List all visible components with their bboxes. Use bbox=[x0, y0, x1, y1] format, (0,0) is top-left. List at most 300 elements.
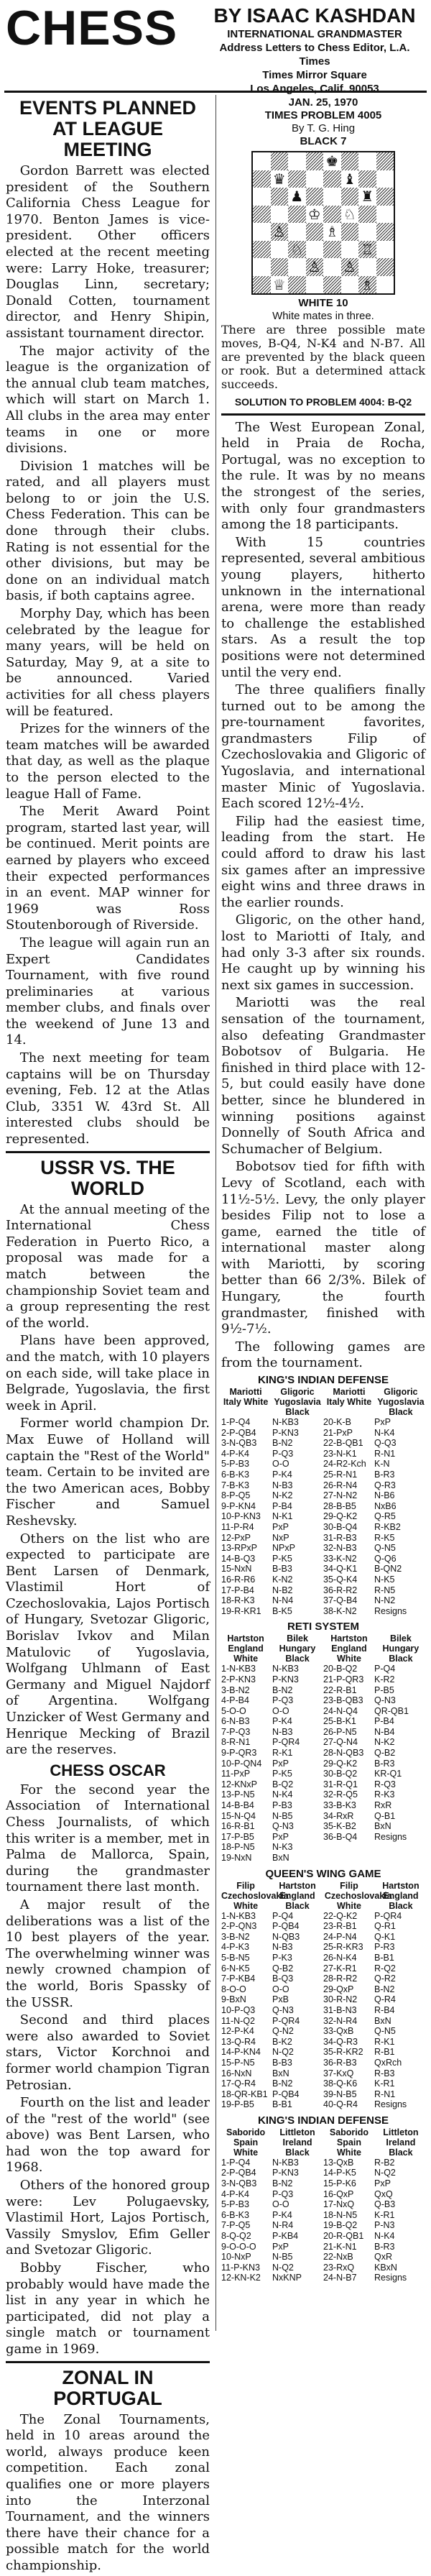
move-cell: P-KN3 bbox=[272, 2168, 299, 2178]
move-cell: P-N3 bbox=[374, 2220, 395, 2231]
player-heading: Mariotti Italy White bbox=[223, 1387, 269, 1408]
move-row bbox=[221, 1685, 425, 1696]
move-cell: 21-P-QR3 bbox=[323, 1674, 364, 1685]
move-cell: 31-R-Q1 bbox=[323, 1779, 358, 1789]
move-cell: Q-N5 bbox=[374, 2026, 396, 2037]
move-cell: 11-PxP bbox=[221, 1769, 251, 1779]
paragraph: The following games are from the tournament. bbox=[221, 1339, 425, 1371]
move-cell: P-Q4 bbox=[272, 1910, 294, 1921]
player-heading: Hartston England White bbox=[330, 1633, 368, 1664]
move-cell: 3-N-QB3 bbox=[221, 1438, 257, 1449]
move-cell: 18-N-N5 bbox=[323, 2209, 358, 2220]
move-cell: 13-QxB bbox=[323, 2157, 354, 2168]
move-row bbox=[221, 1533, 425, 1544]
move-cell: 20-R-QB1 bbox=[323, 2231, 364, 2242]
move-cell: 27-K-R1 bbox=[323, 1963, 357, 1974]
move-cell: 6-B-K3 bbox=[221, 2209, 249, 2220]
move-row bbox=[221, 1737, 425, 1748]
move-cell: 1-P-Q4 bbox=[221, 2157, 251, 2168]
move-cell: 23-R-B1 bbox=[323, 1921, 357, 1932]
article-zonal bbox=[6, 2412, 210, 2575]
move-cell: 8-O-O bbox=[221, 1984, 246, 1994]
move-cell: P-K4 bbox=[272, 2209, 292, 2220]
move-cell: 21-K-N1 bbox=[323, 2241, 357, 2252]
move-cell: 5-P-B3 bbox=[221, 1459, 249, 1470]
paragraph: Plans have been approved, and the match, with 10 players on each side, will take place in Belgrade, Yugoslavia, the first week in April. bbox=[6, 1333, 210, 1413]
move-cell: 10-P-Q3 bbox=[221, 2004, 256, 2015]
move-cell: 17-P-B5 bbox=[221, 1831, 254, 1842]
move-cell: BxN bbox=[272, 2068, 289, 2078]
move-cell bbox=[374, 1842, 425, 1853]
paragraph: The next meeting for team captains will be on Thursday evening, Feb. 12 at the Atlas Club, 3351 W. 43rd St. All interested clubs should be represented. bbox=[6, 1050, 210, 1147]
board-square bbox=[306, 241, 324, 259]
move-cell: Resigns bbox=[374, 2273, 407, 2283]
move-cell: 35-R-KR2 bbox=[323, 2047, 363, 2058]
move-cell: 15-P-K6 bbox=[323, 2178, 356, 2189]
move-cell: B-R3 bbox=[374, 2241, 395, 2252]
move-cell: 15-NxN bbox=[221, 1564, 252, 1575]
board-square bbox=[253, 276, 271, 294]
move-cell: 21-PxP bbox=[323, 1427, 353, 1438]
move-row bbox=[221, 2189, 425, 2200]
move-row bbox=[221, 2058, 425, 2068]
move-cell: 29-QxP bbox=[323, 1984, 354, 1994]
player-heading: Bilek Hungary Black bbox=[279, 1633, 316, 1664]
move-cell: 16-NxN bbox=[221, 2068, 252, 2078]
move-cell: N-KB3 bbox=[272, 2157, 299, 2168]
board-square: ♙ bbox=[341, 258, 359, 276]
board-square bbox=[271, 241, 289, 259]
move-cell: P-K3 bbox=[272, 1952, 292, 1963]
board-square bbox=[253, 241, 271, 259]
board-square: ♜ bbox=[361, 188, 374, 206]
move-row bbox=[221, 1595, 425, 1606]
move-row bbox=[221, 2037, 425, 2048]
board-square bbox=[376, 276, 394, 294]
move-cell: Q-B3 bbox=[374, 2199, 396, 2210]
board-square: ♗ bbox=[358, 276, 376, 294]
board-square: ♚ bbox=[325, 152, 339, 170]
move-cell: N-Q2 bbox=[272, 2262, 294, 2273]
move-cell: 39-N-B5 bbox=[323, 2089, 357, 2099]
move-cell: 19-R-KR1 bbox=[221, 1605, 261, 1616]
move-cell: N-K1 bbox=[272, 1511, 293, 1522]
move-cell: 32-N-B3 bbox=[323, 1543, 357, 1554]
move-cell: 11-P-KN3 bbox=[221, 2262, 260, 2273]
move-cell: 23-N-K1 bbox=[323, 1448, 357, 1459]
move-cell: 17-Q-R4 bbox=[221, 2078, 256, 2089]
move-row bbox=[221, 1921, 425, 1932]
move-cell: 30-R-N2 bbox=[323, 1994, 358, 2005]
move-row bbox=[221, 1664, 425, 1674]
move-cell: P-QB4 bbox=[272, 1921, 300, 1932]
move-cell: P-K5 bbox=[272, 1769, 292, 1779]
move-cell: B-N2 bbox=[374, 1984, 395, 1994]
move-cell: R-B2 bbox=[374, 2157, 395, 2168]
move-row bbox=[221, 1932, 425, 1943]
move-cell: R-Q3 bbox=[374, 1779, 396, 1789]
move-row bbox=[221, 2068, 425, 2079]
move-cell: N-QB3 bbox=[272, 1931, 300, 1942]
move-cell: 7-P-Q5 bbox=[221, 2220, 251, 2231]
move-row bbox=[221, 1585, 425, 1596]
move-cell: 6-N-K5 bbox=[221, 1963, 250, 1974]
move-cell: 13-P-N5 bbox=[221, 1789, 255, 1800]
move-row bbox=[221, 1800, 425, 1811]
move-cell: BxN bbox=[374, 2015, 391, 2026]
move-cell: QxQ bbox=[374, 2188, 393, 2199]
move-cell: 14-P-K5 bbox=[323, 2168, 356, 2178]
move-cell: Q-R5 bbox=[374, 1511, 396, 1522]
move-row bbox=[221, 1606, 425, 1617]
game-header bbox=[221, 2127, 425, 2158]
board-square bbox=[253, 152, 271, 170]
move-cell: 37-Q-B4 bbox=[323, 1595, 358, 1606]
move-cell: K-R1 bbox=[374, 2209, 395, 2220]
move-cell: 20-B-Q2 bbox=[323, 1664, 358, 1674]
move-cell: 34-Q-R3 bbox=[323, 2036, 358, 2047]
board-square: ♗ bbox=[325, 223, 339, 241]
move-cell: KBxN bbox=[374, 2262, 397, 2273]
move-cell: 9-P-QR3 bbox=[221, 1748, 257, 1759]
article-oscar bbox=[6, 1782, 210, 2358]
move-cell: 25-R-N1 bbox=[323, 1470, 358, 1480]
move-cell: PxP bbox=[272, 1521, 289, 1532]
move-cell: Q-Q6 bbox=[374, 1553, 397, 1564]
move-row bbox=[221, 1789, 425, 1800]
board-square bbox=[341, 223, 359, 241]
move-cell: Q-R4 bbox=[374, 1994, 396, 2005]
move-cell: N-K3 bbox=[272, 1842, 293, 1853]
move-cell: N-K4 bbox=[374, 1427, 395, 1438]
move-row bbox=[221, 2231, 425, 2242]
move-cell: P-Q3 bbox=[272, 1448, 294, 1459]
move-cell: 25-B-K1 bbox=[323, 1716, 356, 1727]
board-square bbox=[288, 206, 306, 224]
move-row bbox=[221, 2005, 425, 2016]
move-row bbox=[221, 1748, 425, 1759]
move-cell: 19-P-B5 bbox=[221, 2099, 254, 2110]
player-heading: Filip Czechoslovakia White bbox=[221, 1880, 289, 1911]
move-cell: P-R3 bbox=[374, 1942, 395, 1953]
move-cell: R-N1 bbox=[374, 1448, 396, 1459]
move-row bbox=[221, 1811, 425, 1822]
board-square: ♔ bbox=[307, 205, 321, 223]
move-cell: Q-N3 bbox=[272, 1821, 294, 1832]
board-square bbox=[376, 241, 394, 259]
player-heading: Saborido Spain White bbox=[329, 2127, 369, 2158]
move-cell: R-B1 bbox=[374, 2047, 395, 2058]
move-cell: NxP bbox=[272, 1532, 289, 1543]
move-cell: 8-R-N1 bbox=[221, 1737, 251, 1748]
move-row bbox=[221, 1554, 425, 1564]
move-row bbox=[221, 2099, 425, 2110]
move-cell: 18-R-K3 bbox=[221, 1595, 255, 1606]
player-heading: Littleton Ireland Black bbox=[279, 2127, 315, 2158]
move-cell: 33-B-K3 bbox=[323, 1800, 356, 1811]
move-cell: 6-N-B3 bbox=[221, 1716, 250, 1727]
move-cell: 12-KNxP bbox=[221, 1779, 258, 1789]
move-cell: PxP bbox=[374, 1417, 391, 1428]
move-cell: 4-P-K4 bbox=[221, 1448, 249, 1459]
move-cell: P-Q3 bbox=[272, 2188, 294, 2199]
move-cell: 33-QxB bbox=[323, 2026, 354, 2037]
board-square bbox=[306, 188, 324, 206]
move-cell: 23-B-QB3 bbox=[323, 1695, 363, 1706]
board-square bbox=[253, 188, 271, 206]
move-row bbox=[221, 1564, 425, 1575]
section-rule bbox=[6, 2361, 210, 2363]
move-cell: 18-QR-KB1 bbox=[221, 2089, 268, 2099]
move-cell: K-N bbox=[374, 1459, 390, 1470]
move-row bbox=[221, 2168, 425, 2178]
paragraph: Others of the honored group were: Lev Polugaevsky, Vlastimil Hort, Lajos Portisch, Vassily Smyslov, Efim Geller and Svetozar Gligoric. bbox=[6, 2178, 210, 2258]
paragraph: The league will again run an Expert Candidates Tournament, with five round preliminaries at various member clubs, and finals over the weekend of June 13 and 14. bbox=[6, 935, 210, 1048]
board-square bbox=[271, 206, 289, 224]
move-cell: 2-P-QN3 bbox=[221, 1921, 257, 1932]
move-cell: BxN bbox=[374, 1821, 391, 1832]
move-cell: 12-PxP bbox=[221, 1532, 251, 1543]
board-square bbox=[341, 276, 359, 294]
address-line-2: Times Mirror Square bbox=[262, 69, 367, 81]
move-cell: 16-QxP bbox=[323, 2188, 354, 2199]
move-row bbox=[221, 1522, 425, 1533]
move-cell: 24-R2-Kch bbox=[323, 1459, 366, 1470]
move-cell: O-O bbox=[272, 1984, 289, 1994]
move-row bbox=[221, 1706, 425, 1717]
move-cell: P-Q3 bbox=[272, 1695, 294, 1706]
move-cell: NxB6 bbox=[374, 1500, 397, 1511]
board-square bbox=[323, 188, 341, 206]
move-cell: P-KN3 bbox=[272, 1427, 299, 1438]
paragraph: Mariotti was the real sensation of the tournament, also defeating Grandmaster Bobotsov of Bulgaria. He finished in third place with 12-5, but could easily have done better, since he blundered in winning positions against Donnelly of South Africa and Schumacher of Belgium. bbox=[221, 995, 425, 1157]
board-square bbox=[253, 223, 271, 241]
paragraph: Gligoric, on the other hand, lost to Mariotti of Italy, and had only 3-3 after six rounds. He caught up by winning his next six games in succession. bbox=[221, 912, 425, 993]
move-cell: N-B2 bbox=[272, 1585, 293, 1595]
board-square bbox=[376, 223, 394, 241]
move-cell: 10-P-QN4 bbox=[221, 1758, 262, 1769]
board-square bbox=[358, 152, 376, 170]
move-cell: 3-B-N2 bbox=[221, 1931, 250, 1942]
move-cell: B-B1 bbox=[272, 2099, 292, 2110]
move-cell: R-Q2 bbox=[374, 1963, 396, 1974]
move-cell: 2-P-QB4 bbox=[221, 1427, 256, 1438]
paragraph: The Merit Award Point program, started last year, will be continued. Merit points are earned by players who exceed their expected performances in an event. MAP winner for 1969 was Ross Stoutenborough of Riverside. bbox=[6, 804, 210, 933]
move-row bbox=[221, 1942, 425, 1953]
move-cell: P-KB4 bbox=[272, 2231, 299, 2242]
move-cell: 5-P-B3 bbox=[221, 2199, 249, 2210]
board-square bbox=[323, 241, 341, 259]
move-cell: P-KN3 bbox=[272, 1674, 299, 1685]
move-cell: P-Q4 bbox=[374, 1664, 396, 1674]
move-row bbox=[221, 2263, 425, 2273]
board-square: ♙ bbox=[271, 223, 289, 241]
move-cell: 27-N-N2 bbox=[323, 1490, 358, 1501]
board-square bbox=[288, 258, 306, 276]
paragraph: Bobby Fischer, who probably would have made the list in any year in which he participated, did not play a single match or tournament game in 1969. bbox=[6, 2260, 210, 2357]
player-heading: Saborido Spain White bbox=[226, 2127, 266, 2158]
game-scores bbox=[221, 1374, 425, 2283]
move-cell: R-K3 bbox=[374, 1789, 395, 1800]
move-cell: P-B4 bbox=[374, 1716, 394, 1727]
move-row bbox=[221, 1727, 425, 1738]
move-cell: 23-RxQ bbox=[323, 2262, 355, 2273]
move-row bbox=[221, 1911, 425, 1922]
player-heading: Littleton Ireland Black bbox=[383, 2127, 419, 2158]
move-cell: 32-N-R4 bbox=[323, 2015, 358, 2026]
move-cell bbox=[323, 1842, 374, 1853]
move-cell: B-N2 bbox=[272, 1438, 293, 1449]
paragraph: Filip had the easiest time, leading from the start. He could afford to draw his last six games after an impressive eight wins and three draws in the earlier rounds. bbox=[221, 813, 425, 910]
move-cell: 9-P-KN4 bbox=[221, 1500, 256, 1511]
move-cell: 2-P-KN3 bbox=[221, 1674, 256, 1685]
move-cell: K-N2 bbox=[272, 1574, 293, 1585]
paragraph: Morphy Day, which has been celebrated by the league for many years, will be held on Saturday, May 9, at a site to be announced. Varied activities for all chess players will be featured. bbox=[6, 606, 210, 719]
player-heading: Gligoric Yugoslavia Black bbox=[377, 1387, 425, 1418]
board-square bbox=[253, 258, 271, 276]
move-cell: N-K5 bbox=[374, 1574, 395, 1585]
board-square bbox=[341, 241, 359, 259]
move-cell: 13-RPxP bbox=[221, 1543, 258, 1554]
move-cell: B-B3 bbox=[272, 2057, 292, 2068]
paragraph: Second and third places were also awarded to Soviet stars, Victor Korchnoi and former world champion Tigran Petrosian. bbox=[6, 2012, 210, 2093]
move-row bbox=[221, 1842, 425, 1853]
move-cell: P-QR4 bbox=[272, 2015, 300, 2026]
move-cell: B-QN2 bbox=[374, 1564, 402, 1575]
move-cell: 7-P-Q3 bbox=[221, 1726, 251, 1737]
move-cell: 8-Q-Q2 bbox=[221, 2231, 251, 2242]
board-square bbox=[306, 276, 324, 294]
move-cell: P-K4 bbox=[272, 1470, 292, 1480]
move-cell: N-B3 bbox=[272, 1726, 293, 1737]
move-cell: 36-R-R2 bbox=[323, 1585, 358, 1595]
paragraph: The West European Zonal, held in Praia de Rocha, Portugal, was no exception to the rule. It was by no means the strongest of the series, with only four grandmasters among the 18 participants. bbox=[221, 419, 425, 533]
player-heading: Mariotti Italy White bbox=[326, 1387, 372, 1408]
move-cell: R-K5 bbox=[374, 1532, 395, 1543]
move-cell: NPxP bbox=[272, 1543, 295, 1554]
move-row bbox=[221, 1695, 425, 1706]
move-cell: 30-B-Q2 bbox=[323, 1769, 358, 1779]
move-cell: P-QR4 bbox=[374, 1910, 402, 1921]
move-cell: 6-B-K3 bbox=[221, 1470, 249, 1480]
move-cell: K-R2 bbox=[374, 1674, 395, 1685]
move-cell: Q-Q3 bbox=[374, 1438, 397, 1449]
move-cell: B-Q2 bbox=[272, 1779, 294, 1789]
move-cell: R-K1 bbox=[272, 1748, 293, 1759]
move-row bbox=[221, 2252, 425, 2263]
move-row bbox=[221, 1974, 425, 1984]
move-cell: B-N2 bbox=[272, 2178, 293, 2189]
move-cell: PxP bbox=[272, 1831, 289, 1842]
move-cell: P-K4 bbox=[272, 1716, 292, 1727]
move-cell: N-K2 bbox=[374, 1737, 395, 1748]
move-cell: 27-Q-N4 bbox=[323, 1737, 358, 1748]
page-title: CHESS bbox=[6, 1, 178, 55]
move-row bbox=[221, 2273, 425, 2283]
move-cell: 22-Q-K2 bbox=[323, 1910, 358, 1921]
article-ussr bbox=[6, 1202, 210, 1759]
move-row bbox=[221, 2242, 425, 2252]
move-cell: Q-B1 bbox=[374, 1810, 396, 1821]
move-row bbox=[221, 1575, 425, 1585]
move-cell: 19-B-Q2 bbox=[323, 2220, 358, 2231]
left-column bbox=[6, 96, 210, 2576]
move-cell: P-QR4 bbox=[272, 1737, 300, 1748]
move-cell: N-Q2 bbox=[374, 2168, 396, 2178]
move-row bbox=[221, 2158, 425, 2168]
paragraph: Bobotsov tied for fifth with Levy of Scotland, each with 11½-5½. Levy, the only player besides Filip not to lose a game, earned the title of international master along with Mariotti, by scoring better than 66 2/3%. Bilek of Hungary, the fourth grandmaster, finished with 9½-7½. bbox=[221, 1159, 425, 1337]
move-cell: 40-Q-R4 bbox=[323, 2099, 358, 2110]
board-square bbox=[288, 223, 306, 241]
move-cell: P-K5 bbox=[272, 1553, 292, 1564]
move-cell: 28-N-QB3 bbox=[323, 1748, 364, 1759]
move-cell: 18-P-N5 bbox=[221, 1842, 255, 1853]
board-square bbox=[306, 170, 324, 188]
board-square bbox=[288, 152, 306, 170]
move-cell: P-B3 bbox=[272, 1800, 292, 1811]
board-square bbox=[288, 170, 306, 188]
move-cell: 7-B-K3 bbox=[221, 1480, 249, 1490]
move-cell: 31-R-B3 bbox=[323, 1532, 357, 1543]
move-cell: P-B4 bbox=[272, 1500, 292, 1511]
chess-board bbox=[251, 151, 395, 295]
move-cell: 10-NxP bbox=[221, 2252, 251, 2263]
move-cell: QxRch bbox=[374, 2057, 402, 2068]
board-square bbox=[253, 206, 271, 224]
game-title: RETI SYSTEM bbox=[287, 1621, 359, 1633]
problem-number: TIMES PROBLEM 4005 bbox=[264, 109, 382, 122]
move-cell: 22-R-B1 bbox=[323, 1685, 357, 1695]
board-square bbox=[323, 170, 341, 188]
article-events bbox=[6, 163, 210, 1148]
move-row bbox=[221, 2047, 425, 2058]
board-square bbox=[376, 258, 394, 276]
player-heading: Bilek Hungary Black bbox=[382, 1633, 420, 1664]
move-cell: 32-R-Q5 bbox=[323, 1789, 358, 1800]
move-cell: N-K4 bbox=[272, 1789, 293, 1800]
move-cell: 14-B-Q3 bbox=[221, 1553, 256, 1564]
move-cell: 35-Q-K4 bbox=[323, 1574, 358, 1585]
board-square: ♘ bbox=[288, 241, 306, 259]
move-cell: B-B3 bbox=[272, 1564, 292, 1575]
move-cell: 22-NxB bbox=[323, 2252, 353, 2263]
move-cell: 4-P-B4 bbox=[221, 1695, 249, 1706]
paragraph: Fourth on the list and leader of the "rest of the world" (see above) was Bent Larsen, who had won the top award for 1968. bbox=[6, 2095, 210, 2176]
move-cell: P-QB4 bbox=[272, 2089, 300, 2099]
move-cell: N-B3 bbox=[272, 1942, 293, 1953]
board-square bbox=[288, 276, 306, 294]
move-cell bbox=[374, 1853, 425, 1864]
paragraph: With 15 countries represented, several ambitious young players, hitherto unknown in the international arena, were more than ready to challenge the established stars. As a result the top positions were not determined until the very end. bbox=[221, 534, 425, 680]
move-cell: 29-Q-K2 bbox=[323, 1758, 358, 1769]
move-row bbox=[221, 1511, 425, 1522]
board-square bbox=[358, 223, 376, 241]
move-row bbox=[221, 1984, 425, 1995]
move-cell: N-N2 bbox=[374, 1595, 396, 1606]
move-cell: 17-P-B4 bbox=[221, 1585, 254, 1595]
move-cell: Q-R1 bbox=[374, 1921, 396, 1932]
game-header bbox=[221, 1881, 425, 1911]
move-cell: 12-P-K4 bbox=[221, 2026, 254, 2037]
move-cell: 14-P-KN4 bbox=[221, 2047, 261, 2058]
white-count: WHITE 10 bbox=[298, 297, 348, 309]
move-cell: Q-B2 bbox=[374, 1748, 396, 1759]
headline-zonal: ZONAL IN PORTUGAL bbox=[53, 2366, 162, 2409]
move-cell: O-O bbox=[272, 1459, 289, 1470]
move-cell: 3-B-N2 bbox=[221, 1685, 250, 1695]
move-cell: Resigns bbox=[374, 1605, 407, 1616]
board-square bbox=[271, 152, 289, 170]
